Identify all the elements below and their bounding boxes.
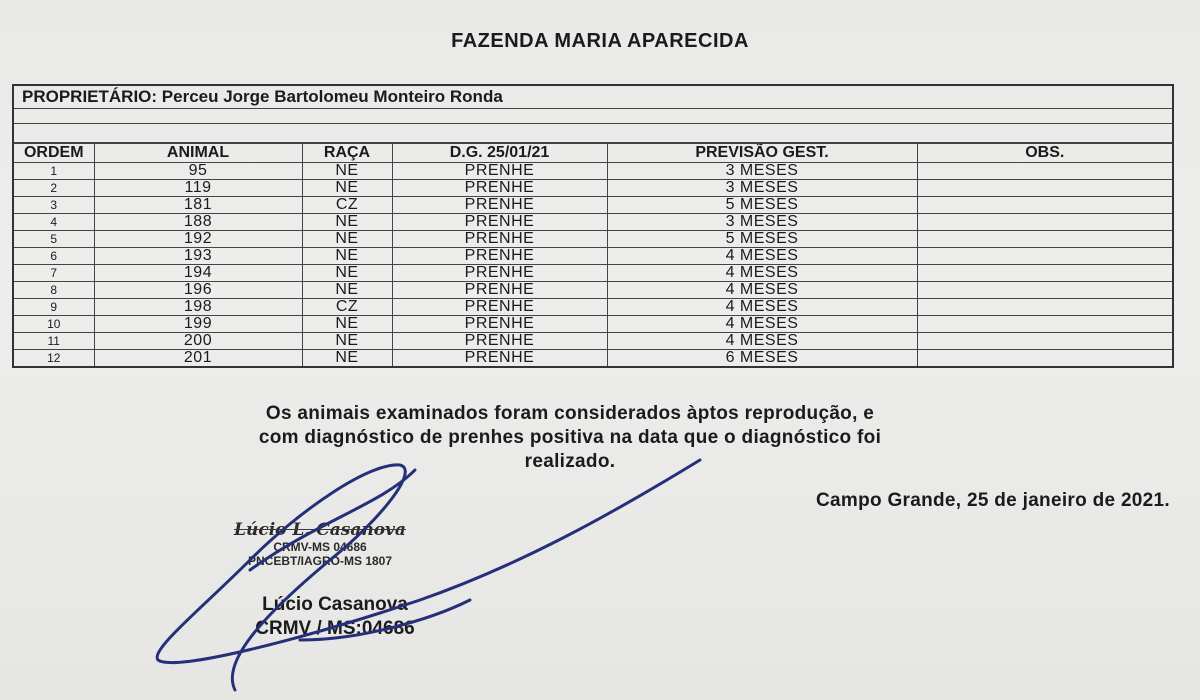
cell-previsao: 3 MESES bbox=[607, 180, 917, 197]
cell-obs bbox=[917, 248, 1172, 265]
cell-ordem: 3 bbox=[14, 197, 94, 214]
cell-obs bbox=[917, 316, 1172, 333]
signatory-name: Lúcio Casanova bbox=[262, 594, 408, 615]
cell-animal: 193 bbox=[94, 248, 302, 265]
cell-previsao: 4 MESES bbox=[607, 265, 917, 282]
stamp-name: Lúcio L. Casanova bbox=[234, 520, 406, 540]
cell-dg: PRENHE bbox=[392, 299, 607, 316]
cell-previsao: 6 MESES bbox=[607, 350, 917, 367]
cell-previsao: 4 MESES bbox=[607, 299, 917, 316]
table-row bbox=[14, 333, 1172, 350]
cell-raca: NE bbox=[302, 180, 392, 197]
cell-previsao: 5 MESES bbox=[607, 197, 917, 214]
veterinarian-stamp bbox=[170, 520, 470, 568]
cell-dg: PRENHE bbox=[392, 180, 607, 197]
statement-line: com diagnóstico de prenhes positiva na data que o diagnóstico foi bbox=[258, 427, 882, 448]
cell-ordem: 10 bbox=[14, 316, 94, 333]
cell-dg: PRENHE bbox=[392, 197, 607, 214]
stamp-program-id: PNCEBT/IAGRO-MS 1807 bbox=[247, 554, 393, 568]
cell-previsao: 3 MESES bbox=[607, 163, 917, 180]
cell-raca: NE bbox=[302, 350, 392, 367]
cell-animal: 194 bbox=[94, 265, 302, 282]
cell-obs bbox=[917, 350, 1172, 367]
cell-previsao: 5 MESES bbox=[607, 231, 917, 248]
owner-line: PROPRIETÁRIO: Perceu Jorge Bartolomeu Monteiro Ronda bbox=[14, 86, 1172, 109]
table-row bbox=[14, 316, 1172, 333]
cell-previsao: 4 MESES bbox=[607, 282, 917, 299]
cell-obs bbox=[917, 214, 1172, 231]
cell-dg: PRENHE bbox=[392, 231, 607, 248]
cell-raca: NE bbox=[302, 214, 392, 231]
signatory-block bbox=[195, 593, 475, 641]
table-row bbox=[14, 299, 1172, 316]
cell-animal: 201 bbox=[94, 350, 302, 367]
table-row bbox=[14, 350, 1172, 367]
cell-raca: NE bbox=[302, 333, 392, 350]
cell-animal: 188 bbox=[94, 214, 302, 231]
blank-row bbox=[14, 109, 1172, 124]
header-ordem: ORDEM bbox=[14, 144, 94, 163]
cell-dg: PRENHE bbox=[392, 282, 607, 299]
livestock-table-sheet bbox=[12, 84, 1174, 368]
cell-dg: PRENHE bbox=[392, 265, 607, 282]
table-header-row bbox=[14, 144, 1172, 163]
cell-dg: PRENHE bbox=[392, 248, 607, 265]
cell-obs bbox=[917, 265, 1172, 282]
table-row bbox=[14, 214, 1172, 231]
cell-ordem: 6 bbox=[14, 248, 94, 265]
header-raca: RAÇA bbox=[302, 144, 392, 163]
header-animal: ANIMAL bbox=[94, 144, 302, 163]
cell-animal: 200 bbox=[94, 333, 302, 350]
cell-previsao: 3 MESES bbox=[607, 214, 917, 231]
cell-obs bbox=[917, 180, 1172, 197]
cell-raca: NE bbox=[302, 316, 392, 333]
place-date: Campo Grande, 25 de janeiro de 2021. bbox=[816, 490, 1170, 511]
table-row bbox=[14, 197, 1172, 214]
statement-line: realizado. bbox=[524, 451, 616, 472]
cell-raca: NE bbox=[302, 248, 392, 265]
table-row bbox=[14, 282, 1172, 299]
header-previsao: PREVISÃO GEST. bbox=[607, 144, 917, 163]
stamp-registration: CRMV-MS 04686 bbox=[273, 540, 367, 554]
cell-previsao: 4 MESES bbox=[607, 316, 917, 333]
cell-ordem: 4 bbox=[14, 214, 94, 231]
header-dg: D.G. 25/01/21 bbox=[392, 144, 607, 163]
cell-animal: 192 bbox=[94, 231, 302, 248]
table-body bbox=[14, 163, 1172, 367]
cell-raca: NE bbox=[302, 265, 392, 282]
cell-ordem: 7 bbox=[14, 265, 94, 282]
cell-obs bbox=[917, 299, 1172, 316]
header-obs: OBS. bbox=[917, 144, 1172, 163]
document-title: FAZENDA MARIA APARECIDA bbox=[451, 30, 749, 52]
table-row bbox=[14, 163, 1172, 180]
cell-dg: PRENHE bbox=[392, 350, 607, 367]
table-row bbox=[14, 231, 1172, 248]
cell-ordem: 2 bbox=[14, 180, 94, 197]
cell-animal: 196 bbox=[94, 282, 302, 299]
statement-line: Os animais examinados foram considerados àptos reprodução, e bbox=[265, 403, 875, 424]
cell-obs bbox=[917, 197, 1172, 214]
cell-raca: CZ bbox=[302, 197, 392, 214]
cell-animal: 181 bbox=[94, 197, 302, 214]
signatory-registration: CRMV / MS:04686 bbox=[255, 618, 415, 639]
blank-row bbox=[14, 124, 1172, 143]
cell-obs bbox=[917, 282, 1172, 299]
cell-raca: NE bbox=[302, 282, 392, 299]
cell-obs bbox=[917, 333, 1172, 350]
cell-animal: 119 bbox=[94, 180, 302, 197]
cell-raca: NE bbox=[302, 163, 392, 180]
cell-dg: PRENHE bbox=[392, 163, 607, 180]
cell-previsao: 4 MESES bbox=[607, 333, 917, 350]
cell-ordem: 9 bbox=[14, 299, 94, 316]
cell-animal: 198 bbox=[94, 299, 302, 316]
cell-previsao: 4 MESES bbox=[607, 248, 917, 265]
table-row bbox=[14, 248, 1172, 265]
cell-ordem: 11 bbox=[14, 333, 94, 350]
table-row bbox=[14, 180, 1172, 197]
cell-ordem: 12 bbox=[14, 350, 94, 367]
cell-raca: CZ bbox=[302, 299, 392, 316]
cell-ordem: 8 bbox=[14, 282, 94, 299]
statement-text bbox=[60, 402, 1080, 474]
cell-dg: PRENHE bbox=[392, 214, 607, 231]
cell-obs bbox=[917, 231, 1172, 248]
cell-obs bbox=[917, 163, 1172, 180]
cell-animal: 95 bbox=[94, 163, 302, 180]
cell-dg: PRENHE bbox=[392, 316, 607, 333]
pregnancy-diagnosis-table bbox=[14, 143, 1172, 366]
cell-ordem: 1 bbox=[14, 163, 94, 180]
table-row bbox=[14, 265, 1172, 282]
cell-raca: NE bbox=[302, 231, 392, 248]
cell-ordem: 5 bbox=[14, 231, 94, 248]
cell-animal: 199 bbox=[94, 316, 302, 333]
cell-dg: PRENHE bbox=[392, 333, 607, 350]
